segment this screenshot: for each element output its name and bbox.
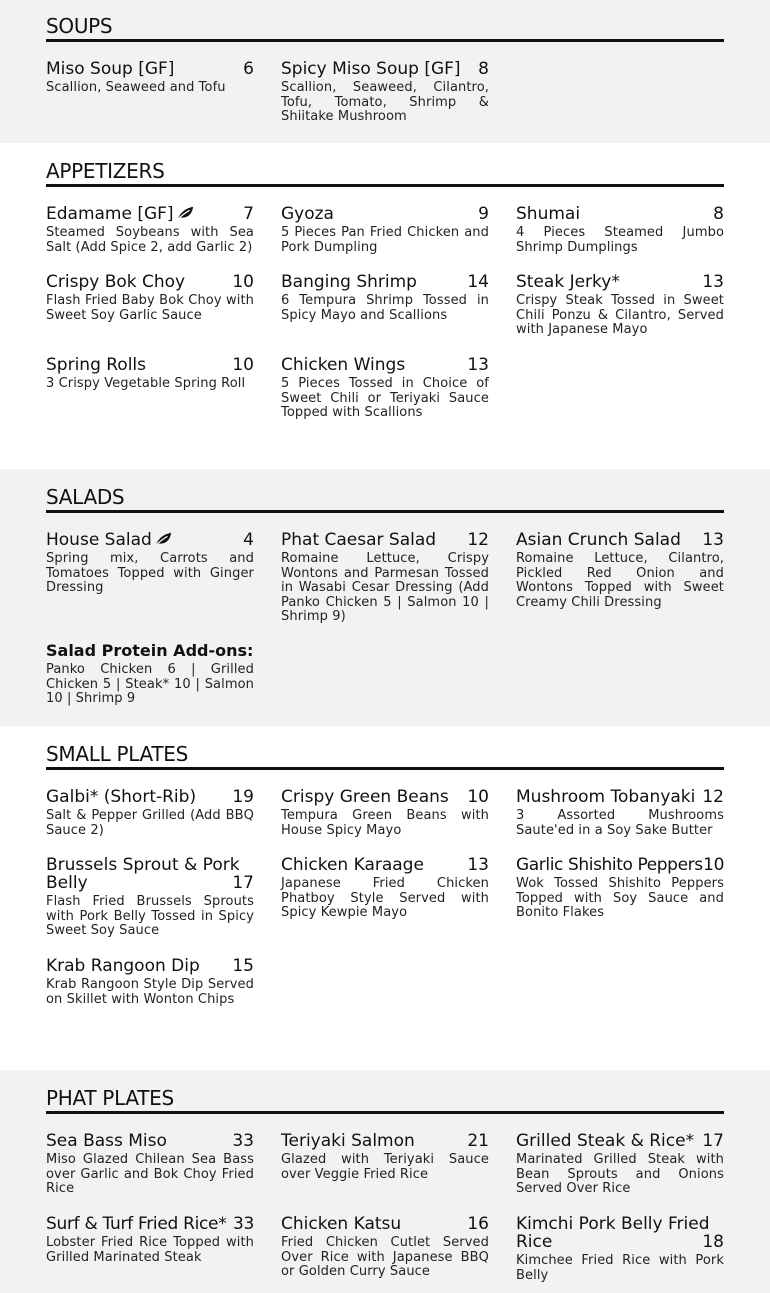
item-price: 10 bbox=[467, 787, 489, 807]
item-name: Surf & Turf Fried Rice* bbox=[46, 1214, 227, 1234]
item-description: Marinated Grilled Steak with Bean Sprouts and Onions Served Over Rice bbox=[516, 1152, 724, 1196]
item-price: 12 bbox=[467, 530, 489, 550]
menu-item bbox=[516, 1215, 724, 1283]
item-price: 17 bbox=[702, 1131, 724, 1151]
item-price: 14 bbox=[467, 272, 489, 292]
item-description: Tempura Green Beans with House Spicy Mayo bbox=[281, 808, 489, 838]
menu-item bbox=[281, 1132, 489, 1182]
menu-item bbox=[516, 531, 724, 610]
item-name: Brussels Sprout & Pork Belly bbox=[46, 855, 240, 893]
addons-title: Salad Protein Add-ons: bbox=[46, 641, 254, 660]
item-name: Shumai bbox=[516, 204, 581, 224]
item-price: 10 bbox=[703, 855, 724, 875]
item-description: Romaine Lettuce, Cilantro, Pickled Red Onion and Wontons Topped with Sweet Creamy Chili Dressing bbox=[516, 551, 724, 610]
menu-item bbox=[281, 1215, 489, 1280]
menu-item bbox=[46, 957, 254, 1007]
menu-item bbox=[46, 531, 254, 596]
item-description: 4 Pieces Steamed Jumbo Shrimp Dumplings bbox=[516, 225, 724, 255]
menu-item bbox=[281, 788, 489, 838]
item-name: Kimchi Pork Belly Fried Rice bbox=[516, 1214, 710, 1252]
item-description: Kimchee Fried Rice with Pork Belly bbox=[516, 1253, 724, 1283]
item-price: 15 bbox=[232, 956, 254, 976]
leaf-icon bbox=[154, 531, 172, 547]
item-name: Teriyaki Salmon bbox=[281, 1131, 415, 1151]
item-price: 17 bbox=[232, 873, 254, 893]
item-description: Lobster Fried Rice Topped with Grilled Marinated Steak bbox=[46, 1235, 254, 1265]
menu-item bbox=[516, 205, 724, 255]
item-price: 8 bbox=[478, 59, 489, 79]
item-description: Spring mix, Carrots and Tomatoes Topped with Ginger Dressing bbox=[46, 551, 254, 595]
menu-item bbox=[46, 273, 254, 323]
item-price: 12 bbox=[702, 787, 724, 807]
menu-item bbox=[516, 856, 724, 921]
item-price: 18 bbox=[702, 1232, 724, 1252]
item-description: Romaine Lettuce, Crispy Wontons and Parmesan Tossed in Wasabi Cesar Dressing (Add Panko Chicken 5 | Salmon 10 | Shrimp 9) bbox=[281, 551, 489, 624]
item-name: Grilled Steak & Rice* bbox=[516, 1131, 695, 1151]
menu-item bbox=[46, 205, 254, 255]
item-description: Salt & Pepper Grilled (Add BBQ Sauce 2) bbox=[46, 808, 254, 838]
item-description: Scallion, Seaweed and Tofu bbox=[46, 80, 226, 95]
salad-addons bbox=[46, 642, 254, 707]
item-price: 9 bbox=[478, 204, 489, 224]
item-name: Gyoza bbox=[281, 204, 334, 224]
menu-item bbox=[516, 1132, 724, 1197]
item-description: Krab Rangoon Style Dip Served on Skillet with Wonton Chips bbox=[46, 977, 254, 1007]
item-name: Banging Shrimp bbox=[281, 272, 417, 292]
item-price: 16 bbox=[467, 1214, 489, 1234]
item-price: 10 bbox=[232, 272, 254, 292]
item-description: Flash Fried Baby Bok Choy with Sweet Soy Garlic Sauce bbox=[46, 293, 254, 323]
item-name: Chicken Wings bbox=[281, 355, 406, 375]
item-description: Fried Chicken Cutlet Served Over Rice with Japanese BBQ or Golden Curry Sauce bbox=[281, 1235, 489, 1279]
item-description: Flash Fried Brussels Sprouts with Pork Belly Tossed in Spicy Sweet Soy Sauce bbox=[46, 894, 254, 938]
small-plates-section bbox=[0, 726, 770, 1070]
menu-item bbox=[46, 1215, 254, 1265]
item-price: 8 bbox=[713, 204, 724, 224]
salads-section bbox=[0, 469, 770, 726]
item-name: Steak Jerky* bbox=[516, 272, 620, 292]
item-price: 13 bbox=[467, 855, 489, 875]
item-name: Krab Rangoon Dip bbox=[46, 956, 200, 976]
item-name: Galbi* (Short-Rib) bbox=[46, 787, 197, 807]
menu-item bbox=[46, 1132, 254, 1197]
item-name: Spicy Miso Soup [GF] bbox=[281, 59, 461, 79]
item-description: Japanese Fried Chicken Phatboy Style Served with Spicy Kewpie Mayo bbox=[281, 876, 489, 920]
section-title-small-plates: SMALL PLATES bbox=[46, 742, 724, 770]
menu-item bbox=[46, 356, 254, 392]
item-description: Crispy Steak Tossed in Sweet Chili Ponzu & Cilantro, Served with Japanese Mayo bbox=[516, 293, 724, 337]
menu-item bbox=[516, 788, 724, 838]
section-title-salads: SALADS bbox=[46, 485, 724, 513]
section-title-phat-plates: PHAT PLATES bbox=[46, 1086, 724, 1114]
item-description: 5 Pieces Pan Fried Chicken and Pork Dumpling bbox=[281, 225, 489, 255]
item-name: Crispy Bok Choy bbox=[46, 272, 186, 292]
item-name: Phat Caesar Salad bbox=[281, 530, 437, 550]
item-name: Sea Bass Miso bbox=[46, 1131, 167, 1151]
appetizers-section bbox=[0, 143, 770, 469]
section-title-appetizers: APPETIZERS bbox=[46, 159, 724, 187]
menu-item bbox=[46, 856, 254, 939]
menu-item bbox=[281, 205, 489, 255]
phat-plates-section bbox=[0, 1070, 770, 1293]
item-description: 3 Crispy Vegetable Spring Roll bbox=[46, 376, 246, 391]
item-description: 6 Tempura Shrimp Tossed in Spicy Mayo and Scallions bbox=[281, 293, 489, 323]
item-name: Edamame [GF] bbox=[46, 204, 174, 224]
menu-item bbox=[46, 60, 254, 96]
item-description: 3 Assorted Mushrooms Saute'ed in a Soy Sake Butter bbox=[516, 808, 724, 838]
item-price: 33 bbox=[232, 1214, 254, 1234]
item-price: 6 bbox=[243, 59, 254, 79]
item-description: Steamed Soybeans with Sea Salt (Add Spice 2, add Garlic 2) bbox=[46, 225, 254, 255]
item-description: Miso Glazed Chilean Sea Bass over Garlic and Bok Choy Fried Rice bbox=[46, 1152, 254, 1196]
item-description: 5 Pieces Tossed in Choice of Sweet Chili or Teriyaki Sauce Topped with Scallions bbox=[281, 376, 489, 420]
item-price: 7 bbox=[243, 204, 254, 224]
menu-item bbox=[281, 531, 489, 625]
section-title-soups: SOUPS bbox=[46, 14, 724, 42]
soups-section bbox=[0, 0, 770, 143]
menu-item bbox=[46, 788, 254, 838]
item-name: House Salad bbox=[46, 530, 152, 550]
item-price: 19 bbox=[232, 787, 254, 807]
item-price: 4 bbox=[243, 530, 254, 550]
item-name: Mushroom Tobanyaki bbox=[516, 787, 696, 807]
item-price: 21 bbox=[467, 1131, 489, 1151]
leaf-icon bbox=[176, 205, 194, 221]
menu-item bbox=[281, 60, 489, 125]
item-price: 33 bbox=[232, 1131, 254, 1151]
item-price: 10 bbox=[232, 355, 254, 375]
item-description: Glazed with Teriyaki Sauce over Veggie Fried Rice bbox=[281, 1152, 489, 1182]
menu-item bbox=[281, 273, 489, 323]
item-name: Asian Crunch Salad bbox=[516, 530, 681, 550]
item-name: Chicken Katsu bbox=[281, 1214, 402, 1234]
item-name: Garlic Shishito Peppers bbox=[516, 855, 703, 875]
menu-item bbox=[281, 856, 489, 921]
item-name: Crispy Green Beans bbox=[281, 787, 449, 807]
item-description: Wok Tossed Shishito Peppers Topped with Soy Sauce and Bonito Flakes bbox=[516, 876, 724, 920]
addons-description: Panko Chicken 6 | Grilled Chicken 5 | Steak* 10 | Salmon 10 | Shrimp 9 bbox=[46, 662, 254, 706]
menu-item bbox=[516, 273, 724, 338]
menu-item bbox=[281, 356, 489, 421]
item-name: Miso Soup [GF] bbox=[46, 59, 175, 79]
item-name: Spring Rolls bbox=[46, 355, 147, 375]
item-description: Scallion, Seaweed, Cilantro, Tofu, Tomato, Shrimp & Shiitake Mushroom bbox=[281, 80, 489, 124]
item-price: 13 bbox=[467, 355, 489, 375]
item-price: 13 bbox=[702, 272, 724, 292]
item-name: Chicken Karaage bbox=[281, 855, 424, 875]
item-price: 13 bbox=[702, 530, 724, 550]
